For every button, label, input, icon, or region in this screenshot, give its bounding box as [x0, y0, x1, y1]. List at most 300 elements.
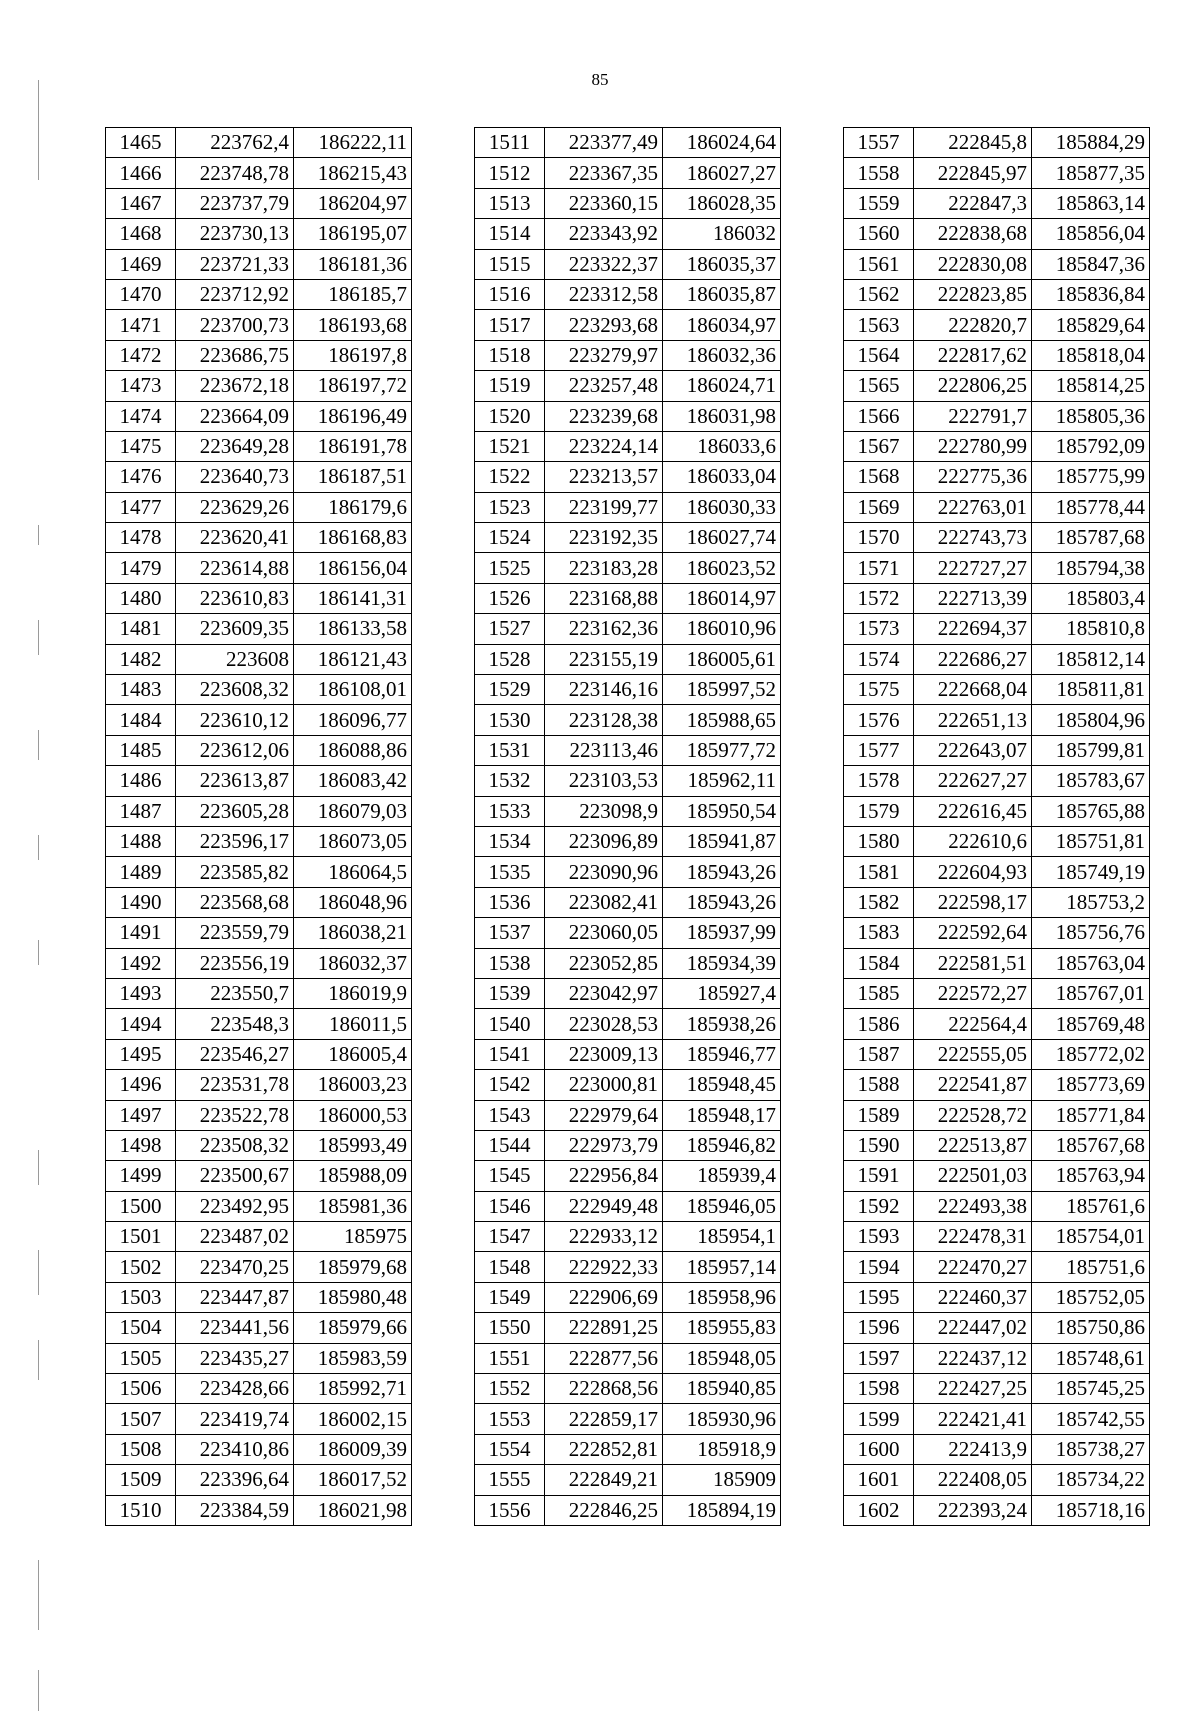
- point-number-cell: 1469: [106, 249, 176, 279]
- x-coordinate-cell: 223672,18: [176, 371, 294, 401]
- y-coordinate-cell: 186193,68: [294, 310, 412, 340]
- y-coordinate-cell: 186032: [663, 219, 781, 249]
- y-coordinate-cell: 185765,88: [1032, 796, 1150, 826]
- point-number-cell: 1493: [106, 978, 176, 1008]
- point-number-cell: 1499: [106, 1161, 176, 1191]
- x-coordinate-cell: 223605,28: [176, 796, 294, 826]
- y-coordinate-cell: 186014,97: [663, 583, 781, 613]
- x-coordinate-cell: 223686,75: [176, 340, 294, 370]
- y-coordinate-cell: 186002,15: [294, 1404, 412, 1434]
- x-coordinate-cell: 223470,25: [176, 1252, 294, 1282]
- y-coordinate-cell: 185772,02: [1032, 1039, 1150, 1069]
- x-coordinate-cell: 222513,87: [914, 1130, 1032, 1160]
- point-number-cell: 1509: [106, 1465, 176, 1495]
- y-coordinate-cell: 185930,96: [663, 1404, 781, 1434]
- y-coordinate-cell: 186187,51: [294, 462, 412, 492]
- y-coordinate-cell: 186168,83: [294, 523, 412, 553]
- point-number-cell: 1601: [844, 1465, 914, 1495]
- x-coordinate-cell: 223721,33: [176, 249, 294, 279]
- table-row: [844, 431, 1150, 461]
- point-number-cell: 1523: [475, 492, 545, 522]
- x-coordinate-cell: 222906,69: [545, 1282, 663, 1312]
- table-row: [106, 705, 412, 735]
- x-coordinate-cell: 222891,25: [545, 1313, 663, 1343]
- point-number-cell: 1532: [475, 766, 545, 796]
- y-coordinate-cell: 186108,01: [294, 675, 412, 705]
- x-coordinate-cell: 222478,31: [914, 1222, 1032, 1252]
- table-row: [106, 492, 412, 522]
- x-coordinate-cell: 223614,88: [176, 553, 294, 583]
- point-number-cell: 1541: [475, 1039, 545, 1069]
- y-coordinate-cell: 185812,14: [1032, 644, 1150, 674]
- y-coordinate-cell: 185946,77: [663, 1039, 781, 1069]
- x-coordinate-cell: 222763,01: [914, 492, 1032, 522]
- table-row: [844, 1009, 1150, 1039]
- y-coordinate-cell: 185778,44: [1032, 492, 1150, 522]
- y-coordinate-cell: 185738,27: [1032, 1434, 1150, 1464]
- table-row: [475, 219, 781, 249]
- x-coordinate-cell: 222847,3: [914, 188, 1032, 218]
- table-row: [475, 857, 781, 887]
- x-coordinate-cell: 222421,41: [914, 1404, 1032, 1434]
- point-number-cell: 1576: [844, 705, 914, 735]
- y-coordinate-cell: 185769,48: [1032, 1009, 1150, 1039]
- table-row: [106, 1404, 412, 1434]
- table-row: [475, 462, 781, 492]
- point-number-cell: 1526: [475, 583, 545, 613]
- y-coordinate-cell: 185977,72: [663, 735, 781, 765]
- point-number-cell: 1486: [106, 766, 176, 796]
- table-row: [106, 766, 412, 796]
- point-number-cell: 1599: [844, 1404, 914, 1434]
- point-number-cell: 1476: [106, 462, 176, 492]
- y-coordinate-cell: 185792,09: [1032, 431, 1150, 461]
- table-row: [475, 1100, 781, 1130]
- x-coordinate-cell: 223052,85: [545, 948, 663, 978]
- y-coordinate-cell: 185948,17: [663, 1100, 781, 1130]
- y-coordinate-cell: 185957,14: [663, 1252, 781, 1282]
- table-row: [475, 523, 781, 553]
- point-number-cell: 1478: [106, 523, 176, 553]
- y-coordinate-cell: 186073,05: [294, 826, 412, 856]
- point-number-cell: 1549: [475, 1282, 545, 1312]
- y-coordinate-cell: 186141,31: [294, 583, 412, 613]
- point-number-cell: 1561: [844, 249, 914, 279]
- y-coordinate-cell: 185836,84: [1032, 279, 1150, 309]
- y-coordinate-cell: 185943,26: [663, 887, 781, 917]
- y-coordinate-cell: 185734,22: [1032, 1465, 1150, 1495]
- margin-mark: [38, 1670, 39, 1711]
- x-coordinate-cell: 222610,6: [914, 826, 1032, 856]
- y-coordinate-cell: 185811,81: [1032, 675, 1150, 705]
- table-row: [475, 1404, 781, 1434]
- y-coordinate-cell: 186038,21: [294, 918, 412, 948]
- point-number-cell: 1522: [475, 462, 545, 492]
- table-row: [106, 796, 412, 826]
- y-coordinate-cell: 186011,5: [294, 1009, 412, 1039]
- table-row: [844, 523, 1150, 553]
- y-coordinate-cell: 186195,07: [294, 219, 412, 249]
- x-coordinate-cell: 223609,35: [176, 614, 294, 644]
- table-row: [106, 1434, 412, 1464]
- point-number-cell: 1501: [106, 1222, 176, 1252]
- point-number-cell: 1512: [475, 158, 545, 188]
- x-coordinate-cell: 223548,3: [176, 1009, 294, 1039]
- x-coordinate-cell: 222694,37: [914, 614, 1032, 644]
- table-row: [106, 918, 412, 948]
- table-row: [475, 644, 781, 674]
- point-number-cell: 1588: [844, 1070, 914, 1100]
- table-row: [475, 1434, 781, 1464]
- table-row: [106, 1343, 412, 1373]
- x-coordinate-cell: 222949,48: [545, 1191, 663, 1221]
- y-coordinate-cell: 185767,68: [1032, 1130, 1150, 1160]
- table-row: [475, 1039, 781, 1069]
- point-number-cell: 1590: [844, 1130, 914, 1160]
- x-coordinate-cell: 223596,17: [176, 826, 294, 856]
- y-coordinate-cell: 186185,7: [294, 279, 412, 309]
- y-coordinate-cell: 186010,96: [663, 614, 781, 644]
- table-row: [106, 128, 412, 158]
- x-coordinate-cell: 223730,13: [176, 219, 294, 249]
- x-coordinate-cell: 223384,59: [176, 1495, 294, 1525]
- x-coordinate-cell: 223649,28: [176, 431, 294, 461]
- table-row: [475, 128, 781, 158]
- point-number-cell: 1489: [106, 857, 176, 887]
- table-row: [106, 1191, 412, 1221]
- point-number-cell: 1504: [106, 1313, 176, 1343]
- point-number-cell: 1529: [475, 675, 545, 705]
- point-number-cell: 1479: [106, 553, 176, 583]
- point-number-cell: 1494: [106, 1009, 176, 1039]
- point-number-cell: 1559: [844, 188, 914, 218]
- page-number: 85: [591, 70, 609, 89]
- point-number-cell: 1543: [475, 1100, 545, 1130]
- x-coordinate-cell: 223009,13: [545, 1039, 663, 1069]
- x-coordinate-cell: 223748,78: [176, 158, 294, 188]
- x-coordinate-cell: 223322,37: [545, 249, 663, 279]
- y-coordinate-cell: 185975: [294, 1222, 412, 1252]
- y-coordinate-cell: 186024,71: [663, 371, 781, 401]
- y-coordinate-cell: 185799,81: [1032, 735, 1150, 765]
- table-row: [106, 675, 412, 705]
- table-row: [844, 1252, 1150, 1282]
- point-number-cell: 1557: [844, 128, 914, 158]
- y-coordinate-cell: 186035,37: [663, 249, 781, 279]
- point-number-cell: 1540: [475, 1009, 545, 1039]
- x-coordinate-cell: 223447,87: [176, 1282, 294, 1312]
- point-number-cell: 1597: [844, 1343, 914, 1373]
- table-row: [844, 1434, 1150, 1464]
- x-coordinate-cell: 223522,78: [176, 1100, 294, 1130]
- y-coordinate-cell: 185934,39: [663, 948, 781, 978]
- y-coordinate-cell: 186027,27: [663, 158, 781, 188]
- table-row: [844, 796, 1150, 826]
- table-row: [475, 1343, 781, 1373]
- point-number-cell: 1563: [844, 310, 914, 340]
- margin-mark: [38, 1250, 39, 1295]
- x-coordinate-cell: 223199,77: [545, 492, 663, 522]
- point-number-cell: 1472: [106, 340, 176, 370]
- point-number-cell: 1583: [844, 918, 914, 948]
- y-coordinate-cell: 185943,26: [663, 857, 781, 887]
- x-coordinate-cell: 222780,99: [914, 431, 1032, 461]
- y-coordinate-cell: 186197,72: [294, 371, 412, 401]
- y-coordinate-cell: 185829,64: [1032, 310, 1150, 340]
- table-row: [844, 766, 1150, 796]
- table-row: [475, 1222, 781, 1252]
- table-row: [475, 1130, 781, 1160]
- point-number-cell: 1587: [844, 1039, 914, 1069]
- point-number-cell: 1536: [475, 887, 545, 917]
- table-row: [475, 948, 781, 978]
- table-row: [475, 431, 781, 461]
- table-row: [106, 188, 412, 218]
- y-coordinate-cell: 185937,99: [663, 918, 781, 948]
- point-number-cell: 1565: [844, 371, 914, 401]
- x-coordinate-cell: 223613,87: [176, 766, 294, 796]
- table-row: [106, 735, 412, 765]
- point-number-cell: 1481: [106, 614, 176, 644]
- table-row: [844, 1404, 1150, 1434]
- margin-mark: [38, 620, 39, 655]
- point-number-cell: 1570: [844, 523, 914, 553]
- table-row: [475, 1465, 781, 1495]
- x-coordinate-cell: 223664,09: [176, 401, 294, 431]
- y-coordinate-cell: 186032,37: [294, 948, 412, 978]
- table-row: [844, 583, 1150, 613]
- table-row: [844, 553, 1150, 583]
- y-coordinate-cell: 185958,96: [663, 1282, 781, 1312]
- y-coordinate-cell: 185810,8: [1032, 614, 1150, 644]
- x-coordinate-cell: 222806,25: [914, 371, 1032, 401]
- margin-mark: [38, 835, 39, 860]
- y-coordinate-cell: 186079,03: [294, 796, 412, 826]
- point-number-cell: 1465: [106, 128, 176, 158]
- y-coordinate-cell: 185997,52: [663, 675, 781, 705]
- point-number-cell: 1592: [844, 1191, 914, 1221]
- x-coordinate-cell: 222564,4: [914, 1009, 1032, 1039]
- y-coordinate-cell: 185751,81: [1032, 826, 1150, 856]
- point-number-cell: 1524: [475, 523, 545, 553]
- x-coordinate-cell: 222979,64: [545, 1100, 663, 1130]
- table-row: [106, 614, 412, 644]
- x-coordinate-cell: 223239,68: [545, 401, 663, 431]
- table-row: [106, 887, 412, 917]
- y-coordinate-cell: 185927,4: [663, 978, 781, 1008]
- table-row: [475, 1070, 781, 1100]
- table-row: [475, 188, 781, 218]
- point-number-cell: 1566: [844, 401, 914, 431]
- x-coordinate-cell: 222668,04: [914, 675, 1032, 705]
- x-coordinate-cell: 222408,05: [914, 1465, 1032, 1495]
- x-coordinate-cell: 223640,73: [176, 462, 294, 492]
- table-row: [475, 1252, 781, 1282]
- table-row: [475, 1009, 781, 1039]
- table-row: [106, 1252, 412, 1282]
- point-number-cell: 1530: [475, 705, 545, 735]
- y-coordinate-cell: 185894,19: [663, 1495, 781, 1525]
- y-coordinate-cell: 185718,16: [1032, 1495, 1150, 1525]
- table-row: [475, 1282, 781, 1312]
- table-row: [475, 796, 781, 826]
- x-coordinate-cell: 223113,46: [545, 735, 663, 765]
- y-coordinate-cell: 186005,61: [663, 644, 781, 674]
- y-coordinate-cell: 185752,05: [1032, 1282, 1150, 1312]
- point-number-cell: 1575: [844, 675, 914, 705]
- point-number-cell: 1573: [844, 614, 914, 644]
- table-row: [844, 1161, 1150, 1191]
- point-number-cell: 1505: [106, 1343, 176, 1373]
- margin-mark: [38, 1150, 39, 1185]
- table-row: [475, 371, 781, 401]
- table-row: [844, 371, 1150, 401]
- point-number-cell: 1490: [106, 887, 176, 917]
- table-row: [844, 340, 1150, 370]
- x-coordinate-cell: 223367,35: [545, 158, 663, 188]
- point-number-cell: 1560: [844, 219, 914, 249]
- y-coordinate-cell: 186064,5: [294, 857, 412, 887]
- y-coordinate-cell: 185748,61: [1032, 1343, 1150, 1373]
- x-coordinate-cell: 222846,25: [545, 1495, 663, 1525]
- y-coordinate-cell: 185948,05: [663, 1343, 781, 1373]
- y-coordinate-cell: 185950,54: [663, 796, 781, 826]
- y-coordinate-cell: 186196,49: [294, 401, 412, 431]
- table-row: [475, 675, 781, 705]
- y-coordinate-cell: 186222,11: [294, 128, 412, 158]
- point-number-cell: 1468: [106, 219, 176, 249]
- table-row: [106, 978, 412, 1008]
- x-coordinate-cell: 223441,56: [176, 1313, 294, 1343]
- point-number-cell: 1547: [475, 1222, 545, 1252]
- x-coordinate-cell: 222427,25: [914, 1374, 1032, 1404]
- y-coordinate-cell: 185753,2: [1032, 887, 1150, 917]
- y-coordinate-cell: 185948,45: [663, 1070, 781, 1100]
- x-coordinate-cell: 223082,41: [545, 887, 663, 917]
- table-row: [475, 401, 781, 431]
- y-coordinate-cell: 185940,85: [663, 1374, 781, 1404]
- point-number-cell: 1554: [475, 1434, 545, 1464]
- point-number-cell: 1528: [475, 644, 545, 674]
- x-coordinate-cell: 223060,05: [545, 918, 663, 948]
- y-coordinate-cell: 185745,25: [1032, 1374, 1150, 1404]
- coordinates-table: [843, 127, 1150, 1526]
- x-coordinate-cell: 223312,58: [545, 279, 663, 309]
- table-row: [475, 158, 781, 188]
- point-number-cell: 1485: [106, 735, 176, 765]
- y-coordinate-cell: 186156,04: [294, 553, 412, 583]
- x-coordinate-cell: 223608: [176, 644, 294, 674]
- table-row: [844, 705, 1150, 735]
- point-number-cell: 1502: [106, 1252, 176, 1282]
- x-coordinate-cell: 223737,79: [176, 188, 294, 218]
- x-coordinate-cell: 222743,73: [914, 523, 1032, 553]
- x-coordinate-cell: 223508,32: [176, 1130, 294, 1160]
- x-coordinate-cell: 223559,79: [176, 918, 294, 948]
- x-coordinate-cell: 223343,92: [545, 219, 663, 249]
- table-row: [106, 826, 412, 856]
- y-coordinate-cell: 186179,6: [294, 492, 412, 522]
- table-row: [106, 1161, 412, 1191]
- point-number-cell: 1572: [844, 583, 914, 613]
- x-coordinate-cell: 222973,79: [545, 1130, 663, 1160]
- point-number-cell: 1534: [475, 826, 545, 856]
- point-number-cell: 1491: [106, 918, 176, 948]
- table-row: [106, 1130, 412, 1160]
- x-coordinate-cell: 223435,27: [176, 1343, 294, 1373]
- y-coordinate-cell: 185749,19: [1032, 857, 1150, 887]
- point-number-cell: 1482: [106, 644, 176, 674]
- point-number-cell: 1555: [475, 1465, 545, 1495]
- table-row: [844, 675, 1150, 705]
- table-row: [106, 1495, 412, 1525]
- point-number-cell: 1578: [844, 766, 914, 796]
- table-row: [106, 948, 412, 978]
- point-number-cell: 1525: [475, 553, 545, 583]
- table-row: [844, 1374, 1150, 1404]
- table-row: [844, 128, 1150, 158]
- table-row: [106, 1313, 412, 1343]
- point-number-cell: 1577: [844, 735, 914, 765]
- table-row: [106, 644, 412, 674]
- point-number-cell: 1552: [475, 1374, 545, 1404]
- table-row: [106, 553, 412, 583]
- point-number-cell: 1551: [475, 1343, 545, 1373]
- x-coordinate-cell: 223028,53: [545, 1009, 663, 1039]
- point-number-cell: 1537: [475, 918, 545, 948]
- y-coordinate-cell: 185979,68: [294, 1252, 412, 1282]
- point-number-cell: 1539: [475, 978, 545, 1008]
- point-number-cell: 1568: [844, 462, 914, 492]
- x-coordinate-cell: 222868,56: [545, 1374, 663, 1404]
- point-number-cell: 1562: [844, 279, 914, 309]
- x-coordinate-cell: 223612,06: [176, 735, 294, 765]
- point-number-cell: 1593: [844, 1222, 914, 1252]
- y-coordinate-cell: 185981,36: [294, 1191, 412, 1221]
- point-number-cell: 1483: [106, 675, 176, 705]
- table-row: [844, 1343, 1150, 1373]
- x-coordinate-cell: 222447,02: [914, 1313, 1032, 1343]
- y-coordinate-cell: 186019,9: [294, 978, 412, 1008]
- x-coordinate-cell: 222460,37: [914, 1282, 1032, 1312]
- point-number-cell: 1503: [106, 1282, 176, 1312]
- table-row: [475, 279, 781, 309]
- y-coordinate-cell: 185909: [663, 1465, 781, 1495]
- table-row: [475, 340, 781, 370]
- y-coordinate-cell: 186024,64: [663, 128, 781, 158]
- y-coordinate-cell: 186048,96: [294, 887, 412, 917]
- point-number-cell: 1475: [106, 431, 176, 461]
- table-row: [106, 1374, 412, 1404]
- x-coordinate-cell: 222727,27: [914, 553, 1032, 583]
- x-coordinate-cell: 223585,82: [176, 857, 294, 887]
- table-row: [475, 553, 781, 583]
- x-coordinate-cell: 223155,19: [545, 644, 663, 674]
- point-number-cell: 1579: [844, 796, 914, 826]
- y-coordinate-cell: 185980,48: [294, 1282, 412, 1312]
- y-coordinate-cell: 186027,74: [663, 523, 781, 553]
- x-coordinate-cell: 223146,16: [545, 675, 663, 705]
- point-number-cell: 1546: [475, 1191, 545, 1221]
- y-coordinate-cell: 185773,69: [1032, 1070, 1150, 1100]
- x-coordinate-cell: 223610,83: [176, 583, 294, 613]
- table-row: [106, 523, 412, 553]
- table-row: [844, 644, 1150, 674]
- table-row: [475, 735, 781, 765]
- x-coordinate-cell: 223546,27: [176, 1039, 294, 1069]
- y-coordinate-cell: 185946,05: [663, 1191, 781, 1221]
- x-coordinate-cell: 223279,97: [545, 340, 663, 370]
